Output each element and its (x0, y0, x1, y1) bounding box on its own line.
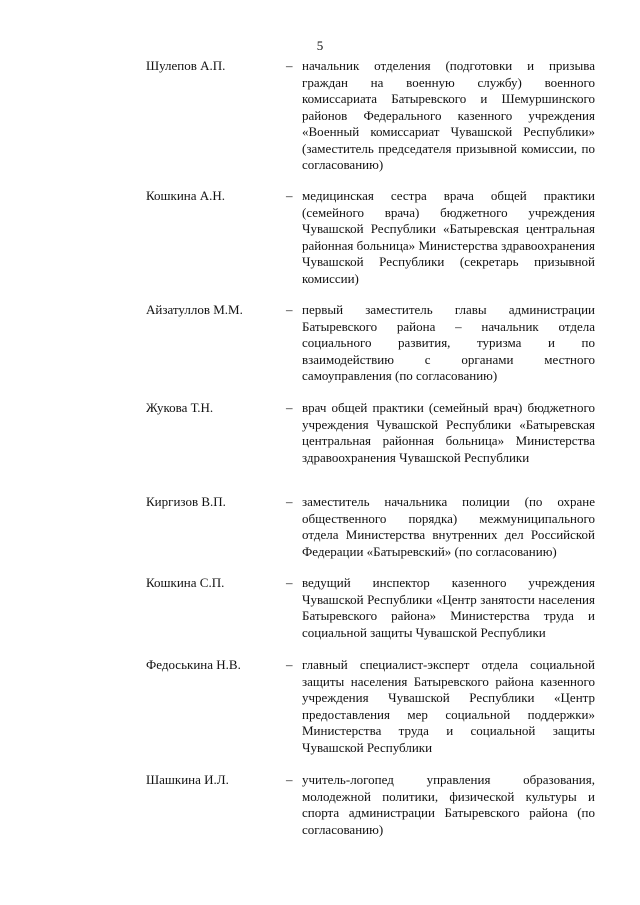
member-name: Киргизов В.П. (146, 494, 226, 509)
member-role: врач общей практики (семейный врач) бюджетного учреждения Чувашской Республики «Батыревская центральная районная больница» Министерства здравоохранения Чувашской Республики (302, 400, 595, 465)
member-role: заместитель начальника полиции (по охране общественного порядка) межмуниципального отдела Министерства внутренних дел Российской Федерации «Батыревский» (по согласованию) (302, 494, 595, 559)
member-name: Шашкина И.Л. (146, 772, 229, 787)
member-role: главный специалист-эксперт отдела социальной защиты населения Батыревского района казенного учреждения Чувашской Республики «Центр предоставления мер социальной поддержки» Министерства труда и социальной защиты Чувашской Республики (302, 657, 595, 755)
member-dash: – (286, 302, 293, 317)
member-dash: – (286, 188, 293, 203)
member-role: медицинская сестра врача общей практики (семейного врача) бюджетного учреждения Чувашской Республики «Батыревская центральная районная больница» Министерства здравоохранения Чувашской Республики (секретарь призывной комиссии) (302, 188, 595, 286)
member-entry (0, 188, 640, 308)
member-entry (0, 657, 640, 777)
member-dash: – (286, 400, 293, 415)
member-role: первый заместитель главы администрации Батыревского района – начальник отдела социального развития, туризма и по взаимодействию с органами местного самоуправления (по согласованию) (302, 302, 595, 383)
member-dash: – (286, 494, 293, 509)
member-name: Федоськина Н.В. (146, 657, 241, 672)
member-name: Айзатуллов М.М. (146, 302, 243, 317)
member-name: Шулепов А.П. (146, 58, 226, 73)
member-role: учитель-логопед управления образования, молодежной политики, физической культуры и спорта администрации Батыревского района (по согласованию) (302, 772, 595, 837)
member-dash: – (286, 58, 293, 73)
page-number: 5 (316, 38, 324, 53)
member-role: начальник отделения (подготовки и призыва граждан на военную службу) военного комиссариата Батыревского и Шемуршинского районов Федерального казенного учреждения «Военный комиссариат Чувашской Республики» (заместитель председателя призывной комиссии, по согласованию) (302, 58, 595, 172)
member-name: Кошкина С.П. (146, 575, 225, 590)
member-dash: – (286, 657, 293, 672)
member-dash: – (286, 772, 293, 787)
member-role: ведущий инспектор казенного учреждения Чувашской Республики «Центр занятости населения Батыревского района» Министерства труда и социальной защиты Чувашской Республики (302, 575, 595, 640)
member-entry (0, 58, 640, 178)
member-name: Кошкина А.Н. (146, 188, 226, 203)
member-dash: – (286, 575, 293, 590)
member-entry (0, 772, 640, 892)
member-name: Жукова Т.Н. (146, 400, 214, 415)
